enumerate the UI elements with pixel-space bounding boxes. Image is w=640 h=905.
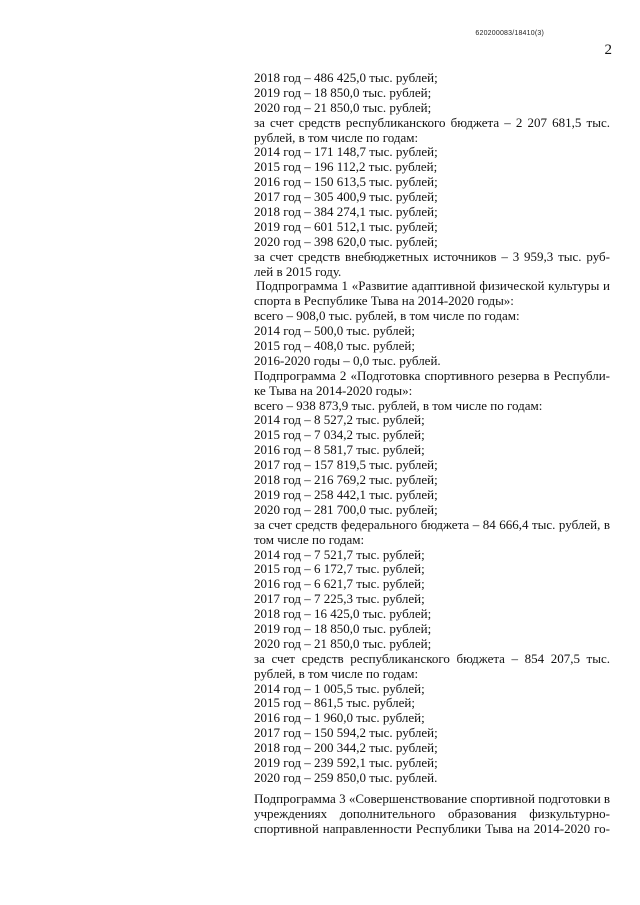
text-line: учреждениях дополнительного образования физкультурно- (254, 805, 610, 821)
text-line: 2014 год – 1 005,5 тыс. рублей; (254, 680, 425, 696)
document-code: 620200083/18410(3) (475, 30, 544, 37)
text-line: 2014 год – 500,0 тыс. рублей; (254, 323, 415, 339)
text-line: спортивной направленности Республики Тыва на 2014-2020 го- (254, 820, 610, 836)
text-line: 2017 год – 305 400,9 тыс. рублей; (254, 189, 438, 205)
text-line: Подпрограмма 1 «Развитие адаптивной физической культуры и (256, 278, 610, 294)
text-line: Подпрограмма 3 «Совершенствование спортивной подготовки в (254, 790, 611, 806)
text-line: 2015 год – 408,0 тыс. рублей; (254, 338, 415, 354)
text-line: Подпрограмма 2 «Подготовка спортивного резерва в Республи- (254, 367, 610, 383)
text-line: 2016 год – 150 613,5 тыс. рублей; (254, 174, 438, 190)
text-line: 2017 год – 7 225,3 тыс. рублей; (254, 591, 425, 607)
text-line: за счет средств федерального бюджета – 84 666,4 тыс. рублей, в (254, 516, 610, 532)
text-line: 2020 год – 21 850,0 тыс. рублей; (254, 635, 432, 651)
document-body (254, 71, 610, 836)
text-line: 2019 год – 601 512,1 тыс. рублей; (254, 218, 438, 234)
text-line: рублей, в том числе по годам: (254, 665, 419, 681)
text-line: 2018 год – 16 425,0 тыс. рублей; (254, 606, 432, 622)
text-line: 2019 год – 258 442,1 тыс. рублей; (254, 486, 438, 502)
text-line: 2016-2020 годы – 0,0 тыс. рублей. (254, 352, 441, 368)
text-line: 2015 год – 196 112,2 тыс. рублей; (254, 159, 438, 175)
text-line: 2016 год – 8 581,7 тыс. рублей; (254, 442, 425, 458)
text-line: 2016 год – 6 621,7 тыс. рублей; (254, 576, 425, 592)
text-line: 2017 год – 157 819,5 тыс. рублей; (254, 457, 438, 473)
text-line: за счет средств республиканского бюджета – 854 207,5 тыс. (254, 650, 610, 666)
page-number: 2 (604, 42, 612, 58)
text-line: 2019 год – 239 592,1 тыс. рублей; (254, 754, 438, 770)
text-line: 2016 год – 1 960,0 тыс. рублей; (254, 710, 425, 726)
text-line: 2014 год – 7 521,7 тыс. рублей; (254, 546, 425, 562)
text-line: 2018 год – 200 344,2 тыс. рублей; (254, 740, 438, 756)
text-line: 2014 год – 8 527,2 тыс. рублей; (254, 412, 425, 428)
text-line: спорта в Республике Тыва на 2014-2020 годы»: (254, 293, 514, 309)
text-line: 2015 год – 6 172,7 тыс. рублей; (254, 561, 425, 577)
text-line: рублей, в том числе по годам: (254, 129, 419, 145)
text-line: 2015 год – 7 034,2 тыс. рублей; (254, 427, 425, 443)
text-line: всего – 908,0 тыс. рублей, в том числе по годам: (254, 308, 520, 324)
text-line: 2020 год – 21 850,0 тыс. рублей; (254, 99, 432, 115)
text-line: том числе по годам: (254, 531, 365, 547)
text-line: 2019 год – 18 850,0 тыс. рублей; (254, 84, 432, 100)
text-line: всего – 938 873,9 тыс. рублей, в том числе по годам: (254, 397, 543, 413)
text-line: 2018 год – 486 425,0 тыс. рублей; (254, 70, 438, 85)
text-line: лей в 2015 году. (254, 263, 342, 279)
text-line: 2018 год – 384 274,1 тыс. рублей; (254, 204, 438, 220)
text-line: 2020 год – 398 620,0 тыс. рублей; (254, 233, 438, 249)
text-line: 2020 год – 259 850,0 тыс. рублей. (254, 769, 438, 785)
text-line: за счет средств внебюджетных источников – 3 959,3 тыс. руб- (254, 248, 610, 264)
text-line: ке Тыва на 2014-2020 годы»: (254, 382, 413, 398)
text-line: за счет средств республиканского бюджета – 2 207 681,5 тыс. (254, 114, 610, 130)
text-line: 2020 год – 281 700,0 тыс. рублей; (254, 501, 438, 517)
text-line: 2017 год – 150 594,2 тыс. рублей; (254, 725, 438, 741)
text-line: 2019 год – 18 850,0 тыс. рублей; (254, 620, 432, 636)
text-line: 2018 год – 216 769,2 тыс. рублей; (254, 472, 438, 488)
text-line: 2014 год – 171 148,7 тыс. рублей; (254, 144, 438, 160)
text-line: 2015 год – 861,5 тыс. рублей; (254, 695, 415, 711)
